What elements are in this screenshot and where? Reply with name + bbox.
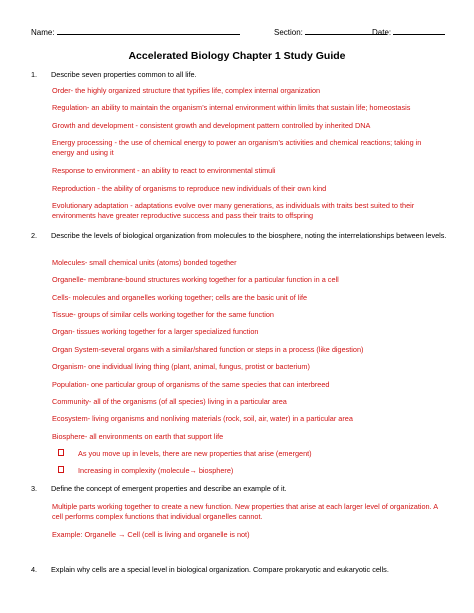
answer-organ-system: Organ System-several organs with a similar/shared function or steps in a process (like digestion) bbox=[52, 345, 364, 354]
answer-emergent-example: Example: Organelle → Cell (cell is living and organelle is not) bbox=[52, 530, 250, 539]
answer-cells: Cells- molecules and organelles working together; cells are the basic unit of life bbox=[52, 293, 308, 302]
question-text: Describe the levels of biological organization from molecules to the biosphere, noting the interrelationships between levels. bbox=[51, 231, 447, 240]
question-text: Explain why cells are a special level in biological organization. Compare prokaryotic and eukaryotic cells. bbox=[51, 565, 389, 574]
question-text: Describe seven properties common to all life. bbox=[51, 70, 197, 79]
date-label: Date: bbox=[372, 28, 392, 37]
answer-emergent-definition: Multiple parts working together to create a new function. New properties that arise at each larger level of organization. A cell performs complex functions that individual organelles cannot. bbox=[52, 502, 438, 521]
answer-tissue: Tissue- groups of similar cells working together for the same function bbox=[52, 310, 274, 319]
date-field bbox=[372, 26, 445, 38]
date-blank bbox=[393, 26, 445, 35]
bullet-box-icon bbox=[58, 466, 64, 473]
answer-evolution: Evolutionary adaptation - adaptations evolve over many generations, as individuals with traits best suited to their environments have greater reproductive success and pass their traits to offspring bbox=[52, 201, 415, 220]
answer-biosphere: Biosphere- all environments on earth that support life bbox=[52, 432, 224, 441]
section-label: Section: bbox=[274, 28, 303, 37]
header-fields bbox=[31, 26, 451, 40]
bullet-text: Increasing in complexity (molecule→ biosphere) bbox=[78, 466, 234, 475]
answer-response: Response to environment - an ability to react to environmental stimuli bbox=[52, 166, 276, 175]
section-field bbox=[274, 26, 387, 38]
question-number: 3. bbox=[31, 484, 38, 493]
question-number: 1. bbox=[31, 70, 38, 79]
answer-molecules: Molecules- small chemical units (atoms) bonded together bbox=[52, 258, 237, 267]
answer-organism: Organism- one individual living thing (plant, animal, fungus, protist or bacterium) bbox=[52, 362, 310, 371]
answer-reproduction: Reproduction - the ability of organisms to reproduce new individuals of their own kind bbox=[52, 184, 327, 193]
answer-population: Population- one particular group of organisms of the same species that can interbreed bbox=[52, 380, 330, 389]
answer-organelle: Organelle- membrane-bound structures working together for a particular function in a cell bbox=[52, 275, 339, 284]
answer-growth: Growth and development - consistent growth and development pattern controlled by inherited DNA bbox=[52, 121, 371, 130]
question-text: Define the concept of emergent properties and describe an example of it. bbox=[51, 484, 287, 493]
answer-community: Community- all of the organisms (of all species) living in a particular area bbox=[52, 397, 287, 406]
name-field bbox=[31, 26, 240, 38]
answer-ecosystem: Ecosystem- living organisms and nonliving materials (rock, soil, air, water) in a particular area bbox=[52, 414, 353, 423]
bullet-text: As you move up in levels, there are new properties that arise (emergent) bbox=[78, 449, 312, 458]
answer-energy: Energy processing - the use of chemical energy to power an organism’s activities and chemical reactions; taking in energy and using it bbox=[52, 138, 422, 157]
question-number: 2. bbox=[31, 231, 38, 240]
bullet-box-icon bbox=[58, 449, 64, 456]
question-number: 4. bbox=[31, 565, 38, 574]
name-label: Name: bbox=[31, 28, 55, 37]
name-blank bbox=[57, 26, 240, 35]
answer-regulation: Regulation- an ability to maintain the organism’s internal environment within limits that sustain life; homeostasis bbox=[52, 103, 411, 112]
answer-organ: Organ- tissues working together for a larger specialized function bbox=[52, 327, 259, 336]
answer-order: Order- the highly organized structure that typifies life, complex internal organization bbox=[52, 86, 321, 95]
page-title: Accelerated Biology Chapter 1 Study Guide bbox=[128, 50, 346, 62]
